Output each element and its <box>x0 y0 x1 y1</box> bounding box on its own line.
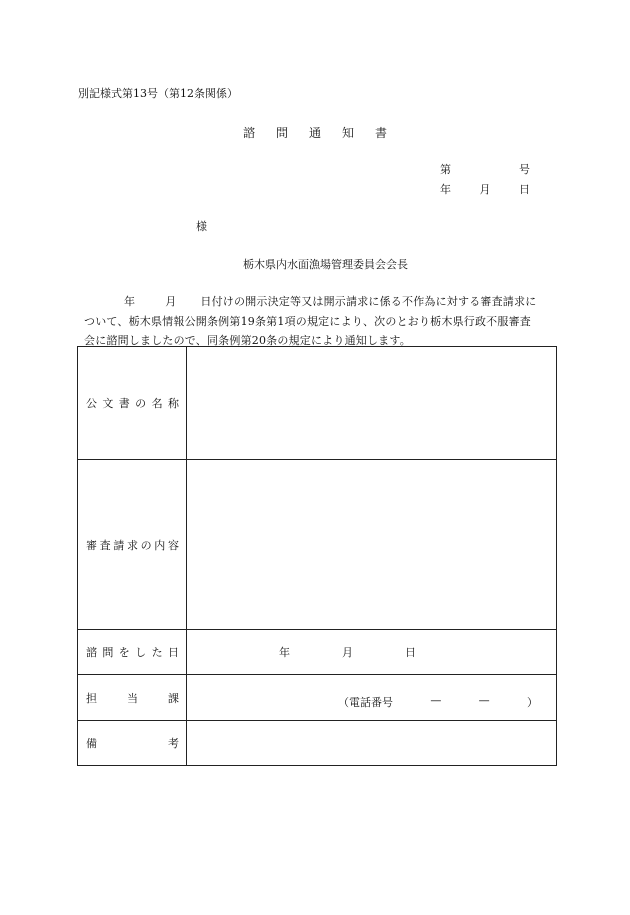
date-day: 日 <box>405 646 416 659</box>
label-char: 容 <box>167 538 179 552</box>
label-char: を <box>118 646 130 659</box>
sender-name: 栃木県内水面漁場管理委員会会長 <box>243 258 408 271</box>
addressee-suffix: 様 <box>196 220 207 233</box>
label-char: 諮 <box>86 646 97 659</box>
label-char: の <box>135 397 147 410</box>
label-department <box>78 675 187 721</box>
number-prefix: 第 <box>440 163 451 176</box>
table-row <box>78 630 557 675</box>
title-char: 諮 <box>242 126 276 140</box>
notice-body <box>84 292 556 351</box>
body-month: 月 <box>165 295 177 308</box>
table-row <box>78 460 557 630</box>
label-char: の <box>140 538 152 552</box>
body-text-1: 日付けの開示決定等又は開示請求に係る不作為に対する審査請求に <box>200 295 537 308</box>
date-year: 年 <box>440 183 451 196</box>
field-consultation-date[interactable] <box>187 630 557 675</box>
label-char: 求 <box>126 538 138 552</box>
date-month: 月 <box>342 646 353 659</box>
phone-open: （電話番号 <box>338 696 393 709</box>
phone-number <box>338 694 538 710</box>
label-char: 備 <box>86 737 97 750</box>
label-char: 公 <box>86 397 97 410</box>
phone-dash: — <box>478 694 490 707</box>
label-consultation-date <box>78 630 187 675</box>
document-number <box>440 160 530 180</box>
field-remarks[interactable] <box>187 721 557 766</box>
label-char: 問 <box>102 646 114 659</box>
label-char: 書 <box>118 397 130 410</box>
label-char: 文 <box>102 397 114 410</box>
label-char: 審 <box>86 538 97 552</box>
table-row <box>78 675 557 721</box>
form-number-label: 別記様式第13号（第12条関係） <box>78 87 238 100</box>
label-char: 称 <box>167 397 179 410</box>
label-char: 当 <box>127 691 138 705</box>
table-row <box>78 347 557 460</box>
label-document-name <box>78 347 187 460</box>
label-char: 考 <box>168 737 179 750</box>
body-line-3: 会に諮問しましたので、同条例第20条の規定により通知します。 <box>84 334 411 347</box>
date-year: 年 <box>279 646 290 659</box>
field-document-name[interactable] <box>187 347 557 460</box>
date-month: 月 <box>479 183 491 196</box>
label-char: た <box>151 646 163 659</box>
date-day: 日 <box>519 183 530 196</box>
title-char: 書 <box>375 126 409 140</box>
label-char: し <box>135 646 147 659</box>
label-char: 日 <box>167 646 179 659</box>
label-char: 査 <box>99 538 111 552</box>
label-char: 内 <box>154 538 166 552</box>
notice-table <box>77 346 557 766</box>
label-char: 担 <box>86 691 97 705</box>
phone-dash: — <box>430 694 442 707</box>
title-char: 知 <box>342 126 376 140</box>
reference-block <box>440 160 530 200</box>
field-request-content[interactable] <box>187 460 557 630</box>
label-remarks <box>78 721 187 766</box>
title-char: 問 <box>275 126 309 140</box>
label-char: 名 <box>151 397 163 410</box>
label-char: 課 <box>168 691 179 705</box>
body-year: 年 <box>124 295 136 308</box>
title-char: 通 <box>308 126 342 140</box>
issue-date <box>440 180 530 200</box>
table-row <box>78 721 557 766</box>
body-line-1 <box>84 292 556 312</box>
label-char: 請 <box>113 538 125 552</box>
body-line-2: ついて、栃木県情報公開条例第19条第1項の規定により、次のとおり栃木県行政不服審査 <box>84 314 531 328</box>
field-department[interactable] <box>187 675 557 721</box>
document-title <box>0 124 630 141</box>
phone-close: ） <box>526 696 538 709</box>
number-suffix: 号 <box>519 163 530 176</box>
label-request-content <box>78 460 187 630</box>
